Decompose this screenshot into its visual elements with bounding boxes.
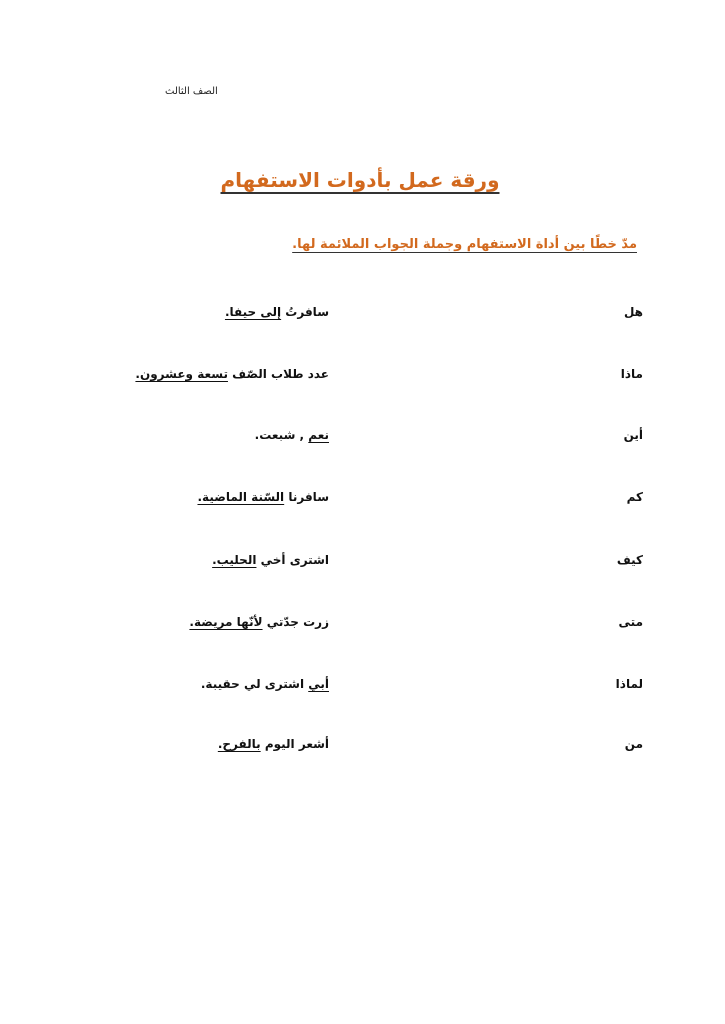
question-word: متى	[618, 615, 643, 629]
instruction-text: مدّ خطًا بين أداة الاستفهام وجملة الجواب الملائمة لها.	[292, 237, 637, 252]
answer-sentence	[89, 737, 329, 751]
grade-label: الصف الثالث	[165, 86, 218, 97]
answer-plain: اشترى أخي	[256, 553, 329, 567]
answer-plain: أشعر اليوم	[260, 737, 329, 751]
answer-underlined: الحليب.	[212, 553, 257, 567]
worksheet-title: ورقة عمل بأدوات الاستفهام	[220, 168, 500, 192]
list-item	[0, 677, 725, 701]
answer-sentence	[89, 615, 329, 629]
list-item	[0, 490, 725, 514]
answer-plain: زرت جدّتي	[262, 615, 329, 629]
answer-underlined: تسعة وعشرون.	[135, 367, 228, 381]
answer-tail: , شبعت.	[254, 428, 309, 442]
answer-tail: اشترى لي حقيبة.	[200, 677, 309, 691]
answer-sentence	[89, 677, 329, 691]
list-item	[0, 737, 725, 761]
list-item	[0, 428, 725, 452]
answer-underlined: إلى حيفا.	[224, 305, 282, 319]
question-word: هل	[623, 305, 643, 319]
question-word: كم	[626, 490, 643, 504]
answer-plain: سافرتُ	[281, 305, 329, 319]
answer-sentence	[89, 428, 329, 442]
question-word: لماذا	[615, 677, 643, 691]
answer-underlined: نعم	[308, 428, 329, 442]
answer-plain: سافرنا	[284, 490, 329, 504]
list-item	[0, 615, 725, 639]
answer-underlined: أبي	[308, 677, 329, 691]
list-item	[0, 305, 725, 329]
question-word: من	[624, 737, 643, 751]
answer-underlined: بالفرح.	[217, 737, 261, 751]
answer-sentence	[89, 367, 329, 381]
question-word: ماذا	[620, 367, 643, 381]
list-item	[0, 367, 725, 391]
answer-plain: عدد طلاب الصّف	[227, 367, 329, 381]
question-word: أين	[623, 428, 643, 442]
answer-sentence	[89, 553, 329, 567]
answer-sentence	[89, 305, 329, 319]
list-item	[0, 553, 725, 577]
answer-underlined: لأنّها مريضة.	[189, 615, 263, 629]
question-word: كيف	[616, 553, 643, 567]
answer-underlined: السّنة الماضية.	[197, 490, 285, 504]
answer-sentence	[89, 490, 329, 504]
